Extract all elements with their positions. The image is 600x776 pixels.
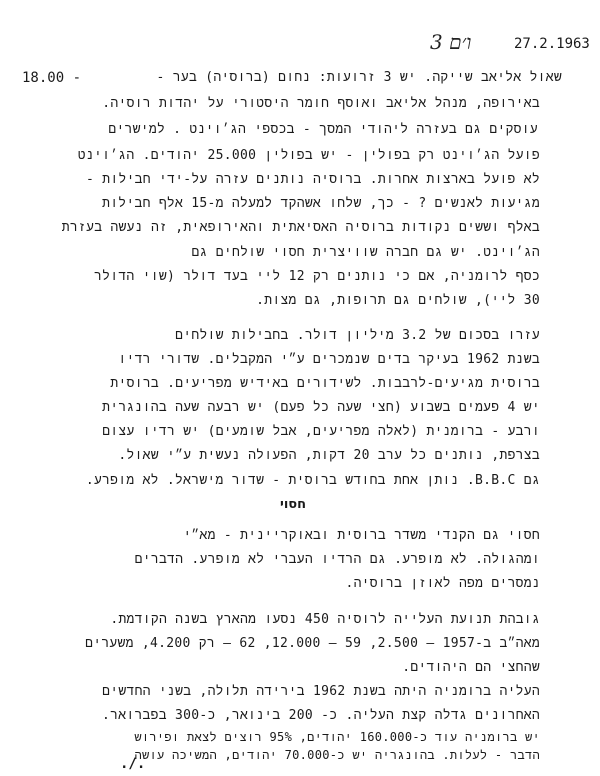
text-line-18: חסוי גם הקנדי משדר ברוסית ובאוקריינית - מא״י <box>183 528 540 543</box>
text-line-6: מגיעות לאנשים ? - כך, שלחו אשהקד למעלה מ-15 אלף חבילות <box>102 196 540 211</box>
entry-time: 18.00 - <box>22 70 82 86</box>
text-line-26: האחרונים גדלה קצת העליה. כ- 200 בינואר, כ-300 בפברואר. <box>102 708 540 723</box>
text-line-7: באלף וששים נקודות ברוסיה האסיאתית והאירופאית, זה נעשה בעזרת <box>61 220 540 235</box>
text-line-27: יש ברומניה עוד כ-160.000 יהודים, 95% רוצים לצאת ופירוש <box>134 730 540 744</box>
text-line-8: הג׳וינט. יש גם חברה שוויצרית חסוי שולחים גם <box>191 245 540 260</box>
text-line-28: הדבר - לעלות. בהונגריה יש כ-70.000 יהודים, המשיכה עושה <box>134 748 540 762</box>
text-line-9: כסף לרומניה, אם כי נותנים רק 12 ליי בעד דולר (שוי הדולר <box>94 269 540 284</box>
text-line-20: נמסרים מפה לאוזן ברוסיה. <box>345 576 540 591</box>
document-date: 27.2.1963 <box>514 36 590 52</box>
continuation-mark: ./. <box>120 756 146 772</box>
text-line-15: ורבע - ברומנית (לאלה מפריעים, אבל שומעים) יש רדיו עצום <box>102 424 540 439</box>
text-line-3: עוסקים גם בעזרה ליהודי המסך - בכספי הג׳וינט . למישרים <box>108 122 538 137</box>
text-line-13: ברוסית מגיעים-לרבבות. לשידורים באידיש מפריעים. ברוסית <box>110 376 540 391</box>
text-line-5: לא פועל בארצות אחרות. ברוסיה נותנים עזרה על-ידי חבילות - <box>86 172 540 187</box>
handwritten-page-folio: ו׳ם 3 <box>430 30 472 54</box>
censored-stamp: חסוי <box>280 497 307 512</box>
text-line-14: יש 4 פעמים בשבוע (חצי שעה כל פעם) יש רבעה שעה בהונגרית <box>102 400 540 415</box>
text-line-22: מאה״ב ב-1957 – 2.500, 59 – 12.000, 62 – רק 4.200, משערים <box>85 636 540 651</box>
text-line-16: בצרפת, נותנים כל ערב 20 דקות, הפעולה נעשית ע״י שאול. <box>118 448 540 463</box>
text-line-25: העליה ברומניה היתה בשנת 1962 בירידה תלולה, בשני החדשים <box>102 684 540 699</box>
text-line-10: 30 ליי), שולחים גם תרופות, גם מצות. <box>256 293 540 308</box>
text-line-17: גם B.B.C. נותן אחת בחודש ברוסית - שדור מישראל. לא מופרע. <box>85 473 540 488</box>
text-line-4: פועל הג׳וינט רק בפולין - יש בפולין 25.000 יהודים. הג׳וינט <box>77 148 540 163</box>
text-line-12: בשנת 1962 בעיקר בדים שנמכרים ע״י המקבלים. שדורי רדיו <box>118 352 540 367</box>
text-line-21: גובהת תנועת העלייה לרוסיה 450 נסעו מהארץ בשנה הקודמת. <box>110 612 540 627</box>
text-line-11: עזרו בסכום של 3.2 מיליון דולר. בחבילות שולחים <box>175 328 540 343</box>
text-line-1: שאול אליאב שייקה. יש 3 זרועות: נחום (ברוסיה) בער - <box>156 70 562 85</box>
text-line-23: שהחצי הם היהודים. <box>402 660 540 675</box>
text-line-19: ומהגולה. לא מופרע. גם הרדיו העברי לא מופרע. הדברים <box>134 552 540 567</box>
text-line-2: באירופה, מנהל אליאב ואוסף חומר היסטורי על יהדות רוסיה. <box>102 96 540 111</box>
